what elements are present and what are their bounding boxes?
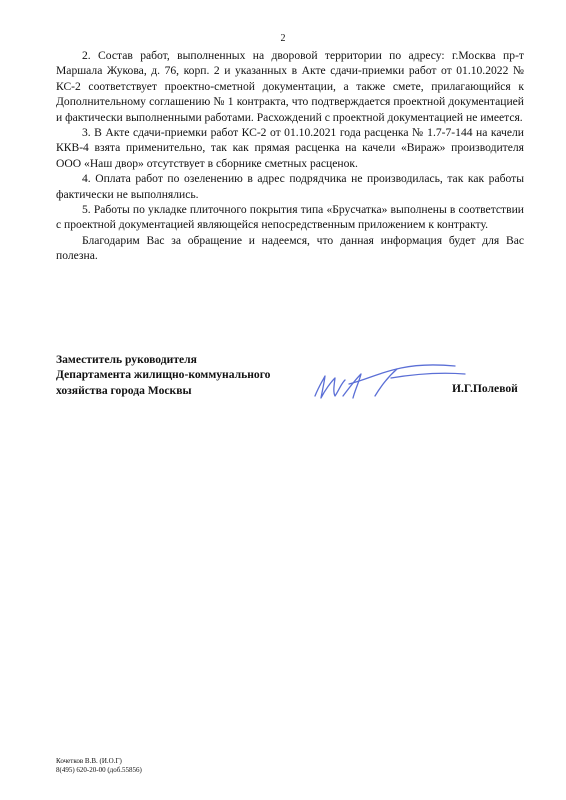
signatory-name: И.Г.Полевой xyxy=(452,382,518,395)
paragraph-5: 5. Работы по укладке плиточного покрытия типа «Брусчатка» выполнены в соответствии с проектной документацией являющейся непосредственным приложением к контракту. xyxy=(56,203,524,232)
closing-paragraph: Благодарим Вас за обращение и надеемся, что данная информация будет для Вас полезна. xyxy=(56,233,524,263)
position-line: хозяйства города Москвы xyxy=(56,383,192,397)
position-line: Заместитель руководителя xyxy=(56,353,197,366)
letter-body xyxy=(56,48,524,264)
paragraph-4: 4. Оплата работ по озеленению в адрес подрядчика не производилась, так как работы фактически не выполнялись. xyxy=(56,172,524,201)
paragraph-3: 3. В Акте сдачи-приемки работ КС-2 от 01.10.2021 года расценка № 1.7-7-144 на качели ККВ-4 взята применительно, так как прямая расценка на качели «Вираж» производителя ООО «Наш двор» отсутствует в сборнике сметных расценок. xyxy=(56,126,524,170)
position-line: Департамента жилищно-коммунального xyxy=(56,368,271,382)
paragraph-2: 2. Состав работ, выполненных на дворовой территории по адресу: г.Москва пр-т Маршала Жукова, д. 76, корп. 2 и указанных в Акте сдачи-приемки работ от 01.10.2022 № КС-2 соответствует проектно-сметной документации, а также смете, прилагающийся к Дополнительному соглашению № 1 контракта, что подтверждается проектной документацией и фактически выполненными работами. Расхождений с проектной документацией не имеется. xyxy=(56,49,524,124)
executor-phone: 8(495) 620-20-00 (доб.55856) xyxy=(56,766,142,774)
page-number: 2 xyxy=(280,33,286,44)
executor-name: Кочетков В.В. (И.О.Г) xyxy=(56,757,122,765)
handwritten-signature xyxy=(305,360,475,408)
signatory-position xyxy=(56,352,270,398)
executor-info xyxy=(56,757,142,775)
